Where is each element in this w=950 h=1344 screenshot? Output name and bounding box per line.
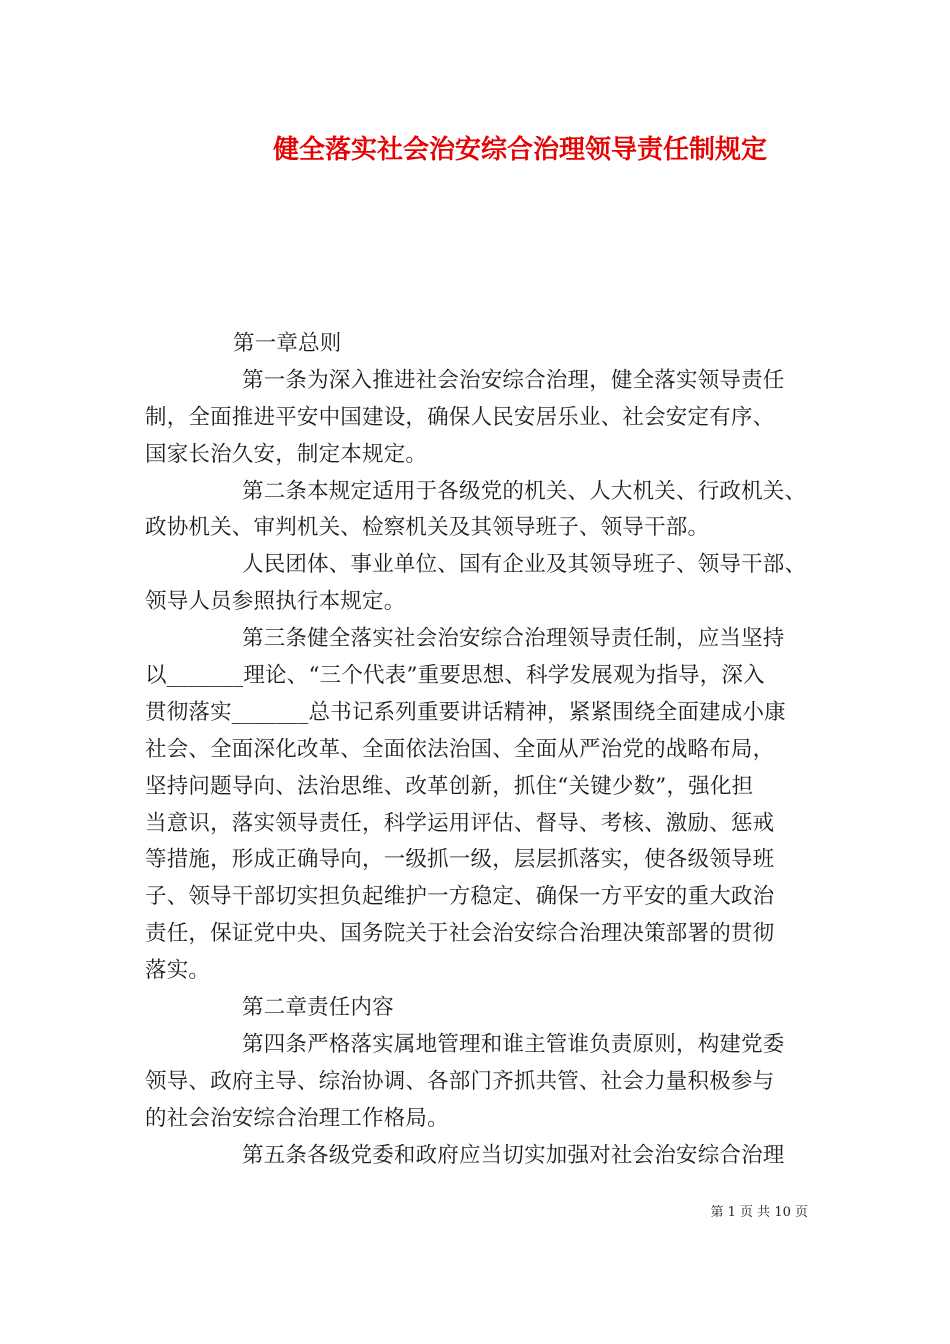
paragraph-line: 贯彻落实_______总书记系列重要讲话精神，紧紧围绕全面建成小康 [145,699,786,725]
paragraph-line: 领导人员参照执行本规定。 [145,589,406,615]
paragraph-line: 第三条健全落实社会治安综合治理领导责任制，应当坚持 [242,626,785,652]
page-number: 第 1 页 共 10 页 [710,1205,808,1220]
paragraph-line: 当意识，落实领导责任，科学运用评估、督导、考核、激励、惩戒 [145,810,775,836]
paragraph-line: 的社会治安综合治理工作格局。 [145,1105,449,1131]
paragraph-line: 国家长治久安，制定本规定。 [145,441,428,467]
paragraph-line: 人民团体、事业单位、国有企业及其领导班子、领导干部、 [242,552,807,578]
paragraph-line: 坚持问题导向、法治思维、改革创新，抓住“关键少数”，强化担 [145,773,754,799]
paragraph-line: 第四条严格落实属地管理和谁主管谁负责原则，构建党委 [242,1031,785,1057]
paragraph-line: 第二条本规定适用于各级党的机关、人大机关、行政机关、 [242,478,807,504]
paragraph-line: 子、领导干部切实担负起维护一方稳定、确保一方平安的重大政治 [145,884,775,910]
paragraph-line: 以_______理论、“三个代表”重要思想、科学发展观为指导，深入 [145,663,765,689]
document-body [145,326,825,1174]
chapter-heading: 第二章责任内容 [242,995,394,1021]
paragraph-line: 落实。 [145,958,211,984]
paragraph-line: 责任，保证党中央、国务院关于社会治安综合治理决策部署的贯彻 [145,921,775,947]
paragraph-line: 社会、全面深化改革、全面依法治国、全面从严治党的战略布局， [145,736,775,762]
paragraph-line: 制，全面推进平安中国建设，确保人民安居乐业、社会安定有序、 [145,404,775,430]
chapter-heading: 第一章总则 [233,331,342,356]
document-title: 健全落实社会治安综合治理领导责任制规定 [272,135,767,165]
paragraph-line: 第五条各级党委和政府应当切实加强对社会治安综合治理 [242,1142,785,1168]
paragraph-line: 等措施，形成正确导向，一级抓一级，层层抓落实，使各级领导班 [145,847,775,873]
paragraph-line: 第一条为深入推进社会治安综合治理，健全落实领导责任 [242,367,785,393]
paragraph-line: 政协机关、审判机关、检察机关及其领导班子、领导干部。 [145,515,710,541]
paragraph-line: 领导、政府主导、综治协调、各部门齐抓共管、社会力量积极参与 [145,1068,775,1094]
